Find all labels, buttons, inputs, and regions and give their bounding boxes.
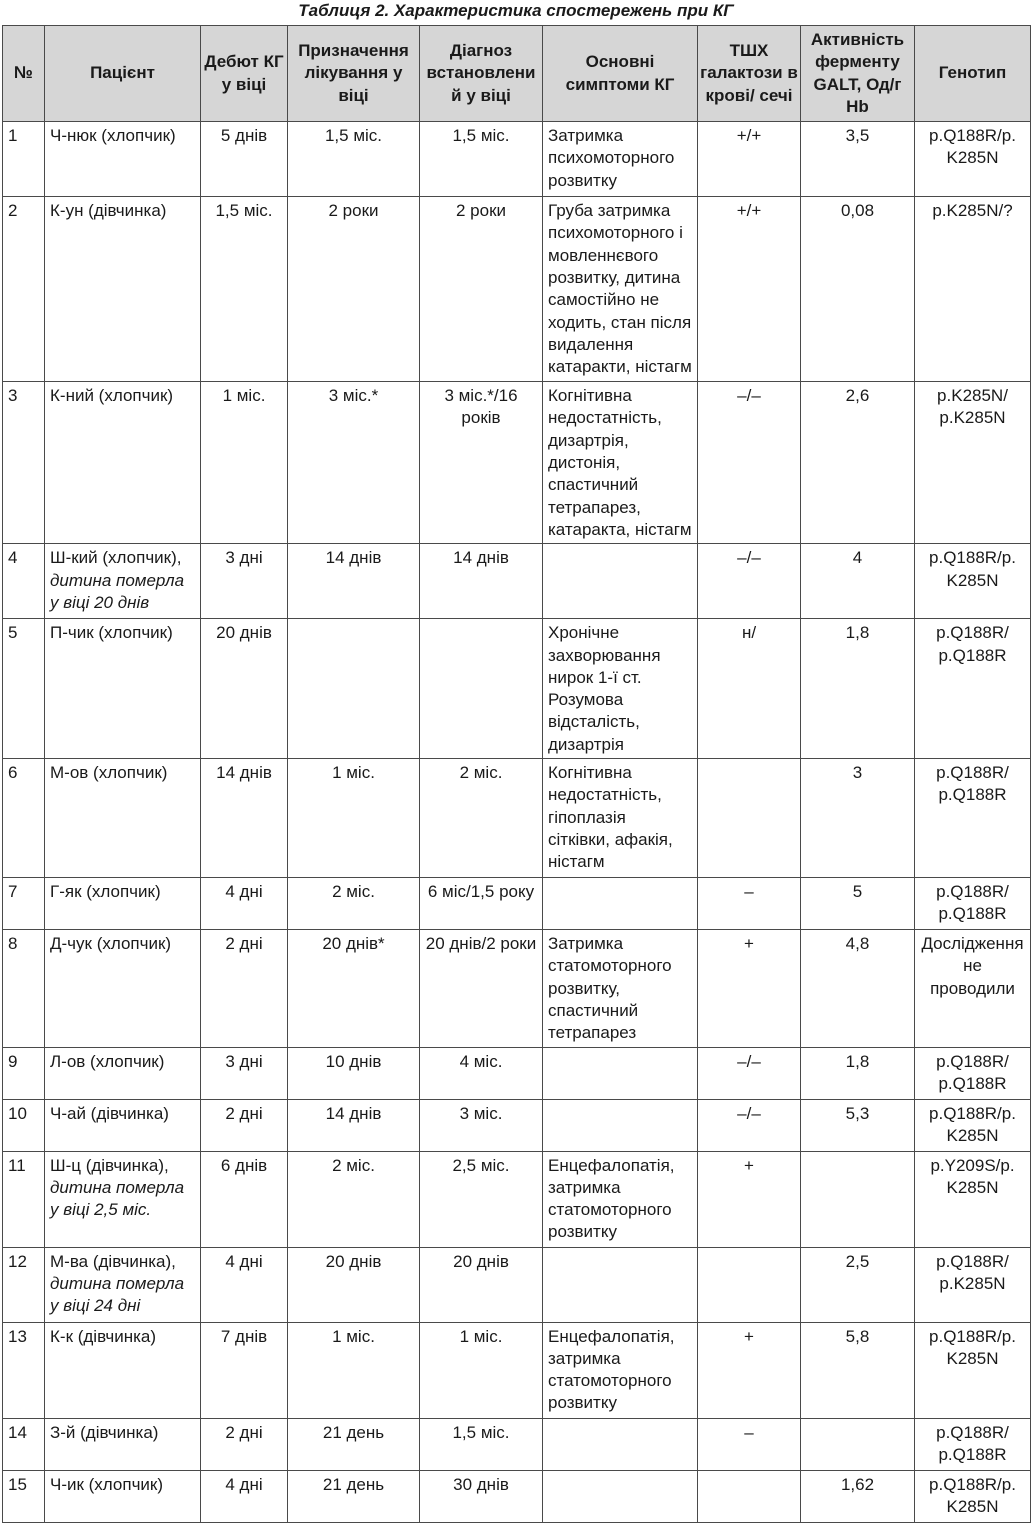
cell-tlc: –/– bbox=[698, 544, 801, 619]
table-row bbox=[3, 1418, 1031, 1470]
cell-genotype: p.Q188R/ p.Q188R bbox=[915, 878, 1031, 930]
cell-onset: 1 міс. bbox=[201, 382, 288, 544]
table-row bbox=[3, 1047, 1031, 1099]
patient-name: К-ун (дівчинка) bbox=[50, 201, 167, 221]
cell-diagnosis: 6 міс/1,5 року bbox=[420, 878, 543, 930]
cell-tlc: –/– bbox=[698, 1047, 801, 1099]
cell-num: 12 bbox=[3, 1247, 45, 1322]
cell-onset: 2 дні bbox=[201, 1418, 288, 1470]
cell-num: 14 bbox=[3, 1418, 45, 1470]
cell-galt: 3,5 bbox=[801, 122, 915, 197]
cell-symptoms bbox=[543, 1470, 698, 1522]
table-caption: Таблиця 2. Характеристика спостережень при КГ bbox=[298, 1, 734, 20]
cell-genotype: p.Q188R/p. K285N bbox=[915, 544, 1031, 619]
cell-symptoms: Груба затримка психомоторного і мовленнєвого розвитку, дитина самостійно не ходить, стан після видалення катаракти, ністагм bbox=[543, 197, 698, 382]
patient-name: К-ний (хлопчик) bbox=[50, 386, 174, 406]
cell-patient bbox=[45, 544, 201, 619]
cell-onset: 4 дні bbox=[201, 1247, 288, 1322]
cell-genotype: p.Q188R/ p.Q188R bbox=[915, 1418, 1031, 1470]
patient-note: дитина померла у віці 24 дні bbox=[50, 1273, 185, 1316]
cell-num: 2 bbox=[3, 197, 45, 382]
patient-name: М-ов (хлопчик) bbox=[50, 763, 168, 783]
cell-onset: 3 дні bbox=[201, 1047, 288, 1099]
cell-galt: 4 bbox=[801, 544, 915, 619]
cell-tlc bbox=[698, 759, 801, 878]
header-num: № bbox=[3, 26, 45, 122]
patient-name: Г-як (хлопчик) bbox=[50, 882, 161, 902]
table-row bbox=[3, 122, 1031, 197]
observations-table bbox=[2, 25, 1031, 1523]
cell-diagnosis: 1,5 міс. bbox=[420, 1418, 543, 1470]
cell-tlc bbox=[698, 1470, 801, 1522]
cell-genotype: p.K285N/? bbox=[915, 197, 1031, 382]
header-galt: Активність ферменту GALT, Од/г Hb bbox=[801, 26, 915, 122]
cell-galt: 1,8 bbox=[801, 1047, 915, 1099]
cell-num: 5 bbox=[3, 619, 45, 759]
cell-treatment: 1 міс. bbox=[288, 1322, 420, 1418]
cell-genotype: p.Q188R/ p.Q188R bbox=[915, 759, 1031, 878]
cell-diagnosis: 4 міс. bbox=[420, 1047, 543, 1099]
table-row bbox=[3, 1099, 1031, 1151]
cell-galt bbox=[801, 1151, 915, 1247]
cell-symptoms: Енцефалопатія, затримка статомоторного розвитку bbox=[543, 1151, 698, 1247]
cell-patient bbox=[45, 1099, 201, 1151]
cell-tlc: н/ bbox=[698, 619, 801, 759]
cell-onset: 4 дні bbox=[201, 1470, 288, 1522]
patient-name: Д-чук (хлопчик) bbox=[50, 934, 172, 954]
cell-diagnosis: 2 міс. bbox=[420, 759, 543, 878]
cell-treatment: 14 днів bbox=[288, 544, 420, 619]
header-patient: Пацієнт bbox=[45, 26, 201, 122]
patient-name: Ч-ик (хлопчик) bbox=[50, 1474, 164, 1494]
cell-treatment: 20 днів* bbox=[288, 930, 420, 1047]
cell-onset: 2 дні bbox=[201, 1099, 288, 1151]
patient-name: Ч-ай (дівчинка) bbox=[50, 1103, 169, 1123]
patient-note: дитина померла у віці 2,5 міс. bbox=[50, 1177, 185, 1220]
cell-patient bbox=[45, 197, 201, 382]
cell-tlc: +/+ bbox=[698, 122, 801, 197]
cell-tlc bbox=[698, 1247, 801, 1322]
cell-patient bbox=[45, 122, 201, 197]
cell-onset: 1,5 міс. bbox=[201, 197, 288, 382]
header-symptoms: Основні симптоми КГ bbox=[543, 26, 698, 122]
cell-num: 8 bbox=[3, 930, 45, 1047]
cell-symptoms: Енцефалопатія, затримка статомоторного розвитку bbox=[543, 1322, 698, 1418]
cell-genotype: p.K285N/ p.K285N bbox=[915, 382, 1031, 544]
cell-galt: 4,8 bbox=[801, 930, 915, 1047]
cell-diagnosis: 1,5 міс. bbox=[420, 122, 543, 197]
cell-genotype: p.Q188R/p. K285N bbox=[915, 122, 1031, 197]
cell-treatment: 14 днів bbox=[288, 1099, 420, 1151]
cell-tlc: + bbox=[698, 930, 801, 1047]
cell-genotype: p.Q188R/p. K285N bbox=[915, 1470, 1031, 1522]
cell-onset: 14 днів bbox=[201, 759, 288, 878]
cell-num: 10 bbox=[3, 1099, 45, 1151]
cell-onset: 4 дні bbox=[201, 878, 288, 930]
cell-treatment: 2 міс. bbox=[288, 1151, 420, 1247]
cell-treatment: 2 роки bbox=[288, 197, 420, 382]
header-tlc: ТШХ галактози в крові/ сечі bbox=[698, 26, 801, 122]
header-genotype: Генотип bbox=[915, 26, 1031, 122]
table-row bbox=[3, 930, 1031, 1047]
cell-tlc: +/+ bbox=[698, 197, 801, 382]
cell-num: 3 bbox=[3, 382, 45, 544]
cell-symptoms: Когнітивна недостатність, гіпоплазія сітківки, афакія, ністагм bbox=[543, 759, 698, 878]
patient-note: дитина померла у віці 20 днів bbox=[50, 570, 185, 612]
table-row bbox=[3, 1470, 1031, 1522]
cell-genotype: Дослідження не проводили bbox=[915, 930, 1031, 1047]
cell-galt: 0,08 bbox=[801, 197, 915, 382]
cell-genotype: p.Q188R/p. K285N bbox=[915, 1099, 1031, 1151]
header-treatment: Призначення лікування у віці bbox=[288, 26, 420, 122]
cell-symptoms bbox=[543, 1418, 698, 1470]
cell-patient bbox=[45, 1418, 201, 1470]
cell-treatment: 2 міс. bbox=[288, 878, 420, 930]
cell-treatment: 20 днів bbox=[288, 1247, 420, 1322]
header-onset: Дебют КГ у віці bbox=[201, 26, 288, 122]
patient-name: К-к (дівчинка) bbox=[50, 1326, 157, 1346]
patient-name: М-ва (дівчинка), bbox=[50, 1251, 176, 1271]
patient-name: Л-ов (хлопчик) bbox=[50, 1051, 165, 1071]
cell-symptoms bbox=[543, 1247, 698, 1322]
cell-galt: 2,5 bbox=[801, 1247, 915, 1322]
cell-tlc: –/– bbox=[698, 382, 801, 544]
cell-genotype: p.Q188R/ p.Q188R bbox=[915, 619, 1031, 759]
cell-num: 15 bbox=[3, 1470, 45, 1522]
cell-genotype: p.Q188R/ p.Q188R bbox=[915, 1047, 1031, 1099]
cell-treatment: 21 день bbox=[288, 1418, 420, 1470]
cell-treatment bbox=[288, 619, 420, 759]
cell-num: 9 bbox=[3, 1047, 45, 1099]
cell-diagnosis: 1 міс. bbox=[420, 1322, 543, 1418]
cell-symptoms: Затримка психомоторного розвитку bbox=[543, 122, 698, 197]
cell-symptoms: Когнітивна недостатність, дизартрія, дистонія, спастичний тетрапарез, катаракта, ністагм bbox=[543, 382, 698, 544]
cell-symptoms: Хронічне захворювання нирок 1-ї ст. Розумова відсталість, дизартрія bbox=[543, 619, 698, 759]
cell-patient bbox=[45, 1322, 201, 1418]
cell-galt: 1,62 bbox=[801, 1470, 915, 1522]
cell-num: 4 bbox=[3, 544, 45, 619]
cell-onset: 20 днів bbox=[201, 619, 288, 759]
cell-genotype: p.Q188R/p. K285N bbox=[915, 1322, 1031, 1418]
cell-galt: 3 bbox=[801, 759, 915, 878]
cell-diagnosis: 2,5 міс. bbox=[420, 1151, 543, 1247]
cell-diagnosis bbox=[420, 619, 543, 759]
cell-treatment: 3 міс.* bbox=[288, 382, 420, 544]
cell-diagnosis: 3 міс. bbox=[420, 1099, 543, 1151]
cell-symptoms bbox=[543, 878, 698, 930]
table-row bbox=[3, 1322, 1031, 1418]
cell-tlc: –/– bbox=[698, 1099, 801, 1151]
cell-diagnosis: 30 днів bbox=[420, 1470, 543, 1522]
cell-symptoms: Затримка статомоторного розвитку, спастичний тетрапарез bbox=[543, 930, 698, 1047]
cell-symptoms bbox=[543, 544, 698, 619]
cell-treatment: 1,5 міс. bbox=[288, 122, 420, 197]
cell-diagnosis: 2 роки bbox=[420, 197, 543, 382]
cell-num: 13 bbox=[3, 1322, 45, 1418]
cell-num: 11 bbox=[3, 1151, 45, 1247]
table-row bbox=[3, 878, 1031, 930]
cell-symptoms bbox=[543, 1047, 698, 1099]
cell-onset: 5 днів bbox=[201, 122, 288, 197]
cell-diagnosis: 20 днів bbox=[420, 1247, 543, 1322]
cell-diagnosis: 20 днів/2 роки bbox=[420, 930, 543, 1047]
table-row bbox=[3, 1151, 1031, 1247]
cell-patient bbox=[45, 1247, 201, 1322]
cell-onset: 3 дні bbox=[201, 544, 288, 619]
cell-diagnosis: 3 міс.*/16 років bbox=[420, 382, 543, 544]
cell-patient bbox=[45, 930, 201, 1047]
table-row bbox=[3, 382, 1031, 544]
cell-num: 1 bbox=[3, 122, 45, 197]
cell-tlc: – bbox=[698, 1418, 801, 1470]
patient-name: Ч-нюк (хлопчик) bbox=[50, 126, 176, 146]
header-diagnosis: Діагноз встановлений у віці bbox=[420, 26, 543, 122]
cell-patient bbox=[45, 1047, 201, 1099]
cell-galt: 2,6 bbox=[801, 382, 915, 544]
cell-galt: 5 bbox=[801, 878, 915, 930]
patient-name: Ш-ц (дівчинка), bbox=[50, 1155, 169, 1175]
table-row bbox=[3, 759, 1031, 878]
cell-onset: 2 дні bbox=[201, 930, 288, 1047]
cell-tlc: + bbox=[698, 1151, 801, 1247]
table-row bbox=[3, 197, 1031, 382]
cell-genotype: p.Q188R/ p.K285N bbox=[915, 1247, 1031, 1322]
cell-patient bbox=[45, 759, 201, 878]
cell-galt: 5,8 bbox=[801, 1322, 915, 1418]
cell-patient bbox=[45, 1151, 201, 1247]
cell-tlc: + bbox=[698, 1322, 801, 1418]
patient-name: З-й (дівчинка) bbox=[50, 1422, 159, 1442]
cell-genotype: p.Y209S/p. K285N bbox=[915, 1151, 1031, 1247]
table-body bbox=[3, 122, 1031, 1522]
cell-onset: 7 днів bbox=[201, 1322, 288, 1418]
cell-onset: 6 днів bbox=[201, 1151, 288, 1247]
cell-treatment: 10 днів bbox=[288, 1047, 420, 1099]
cell-num: 7 bbox=[3, 878, 45, 930]
cell-treatment: 21 день bbox=[288, 1470, 420, 1522]
cell-tlc: – bbox=[698, 878, 801, 930]
cell-patient bbox=[45, 878, 201, 930]
patient-name: П-чик (хлопчик) bbox=[50, 623, 173, 643]
header-row bbox=[3, 26, 1031, 122]
cell-symptoms bbox=[543, 1099, 698, 1151]
cell-diagnosis: 14 днів bbox=[420, 544, 543, 619]
cell-num: 6 bbox=[3, 759, 45, 878]
table-row bbox=[3, 619, 1031, 759]
cell-patient bbox=[45, 1470, 201, 1522]
cell-galt: 5,3 bbox=[801, 1099, 915, 1151]
table-row bbox=[3, 1247, 1031, 1322]
patient-name: Ш-кий (хлопчик), bbox=[50, 548, 182, 568]
cell-galt: 1,8 bbox=[801, 619, 915, 759]
cell-patient bbox=[45, 619, 201, 759]
cell-patient bbox=[45, 382, 201, 544]
table-row bbox=[3, 544, 1031, 619]
cell-galt bbox=[801, 1418, 915, 1470]
cell-treatment: 1 міс. bbox=[288, 759, 420, 878]
